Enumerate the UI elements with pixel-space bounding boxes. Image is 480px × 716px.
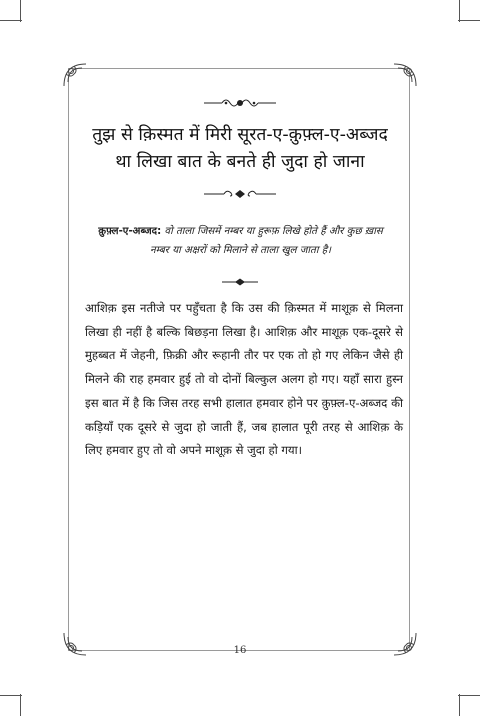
couplet-line-2: था लिखा बात के बनते ही जुदा हो जाना bbox=[115, 152, 365, 172]
corner-ornament-icon bbox=[62, 62, 88, 88]
crop-mark-bottom-right bbox=[459, 694, 460, 716]
crop-mark-top-left bbox=[20, 0, 21, 22]
small-divider bbox=[0, 277, 480, 287]
divider-ornament-icon bbox=[220, 277, 260, 287]
gloss-term: क़ुफ़्ल-ए-अब्जद: bbox=[98, 226, 162, 237]
couplet-line-1: तुझ से क़िस्मत में मिरी सूरत-ए-क़ुफ़्ल-ए-अब्जद bbox=[92, 125, 388, 145]
gloss-definition: वो ताला जिसमें नम्बर या हुरूफ़ लिखे होते हैं और कुछ ख़ास नम्बर या अक्षरों को मिलाने से ताला खुल जाता है। bbox=[150, 226, 383, 256]
crop-mark-bottom-left bbox=[20, 694, 21, 716]
crop-mark-bottom-right bbox=[458, 695, 480, 696]
top-flourish bbox=[0, 96, 480, 110]
crop-mark-bottom-left bbox=[0, 695, 22, 696]
flourish-ornament-icon bbox=[202, 96, 278, 110]
crop-mark-top-left bbox=[0, 20, 22, 21]
crop-mark-top-right bbox=[458, 20, 480, 21]
flourish-ornament-icon bbox=[202, 187, 278, 201]
corner-ornament-icon bbox=[392, 62, 418, 88]
couplet bbox=[60, 122, 420, 176]
commentary-paragraph: आशिक़ इस नतीजे पर पहुँचता है कि उस की क़िस्मत में माशूक़ से मिलना लिखा ही नहीं है बल्कि बिछड़ना लिखा है। आशिक़ और माशूक़ एक-दूसरे से मुहब्बत में जेहनी, फ़िक्री और रूहानी तौर पर एक तो हो गए लेकिन जैसे ही मिलने की राह हमवार हुई तो वो दोनों बिल्कुल अलग हो गए। यहाँ सारा हुस्न इस बात में है कि जिस तरह सभी हालात हमवार होने पर क़ुफ़्ल-ए-अब्जद की कड़ियाँ एक दूसरे से जुदा हो जाती हैं, जब हालात पूरी तरह से आशिक़ के लिए हमवार हुए तो वो अपने माशूक़ से जुदा हो गया। bbox=[85, 301, 403, 458]
page-number: 16 bbox=[233, 645, 247, 656]
glossary-note bbox=[88, 222, 393, 260]
middle-flourish bbox=[0, 187, 480, 201]
crop-mark-top-right bbox=[459, 0, 460, 22]
